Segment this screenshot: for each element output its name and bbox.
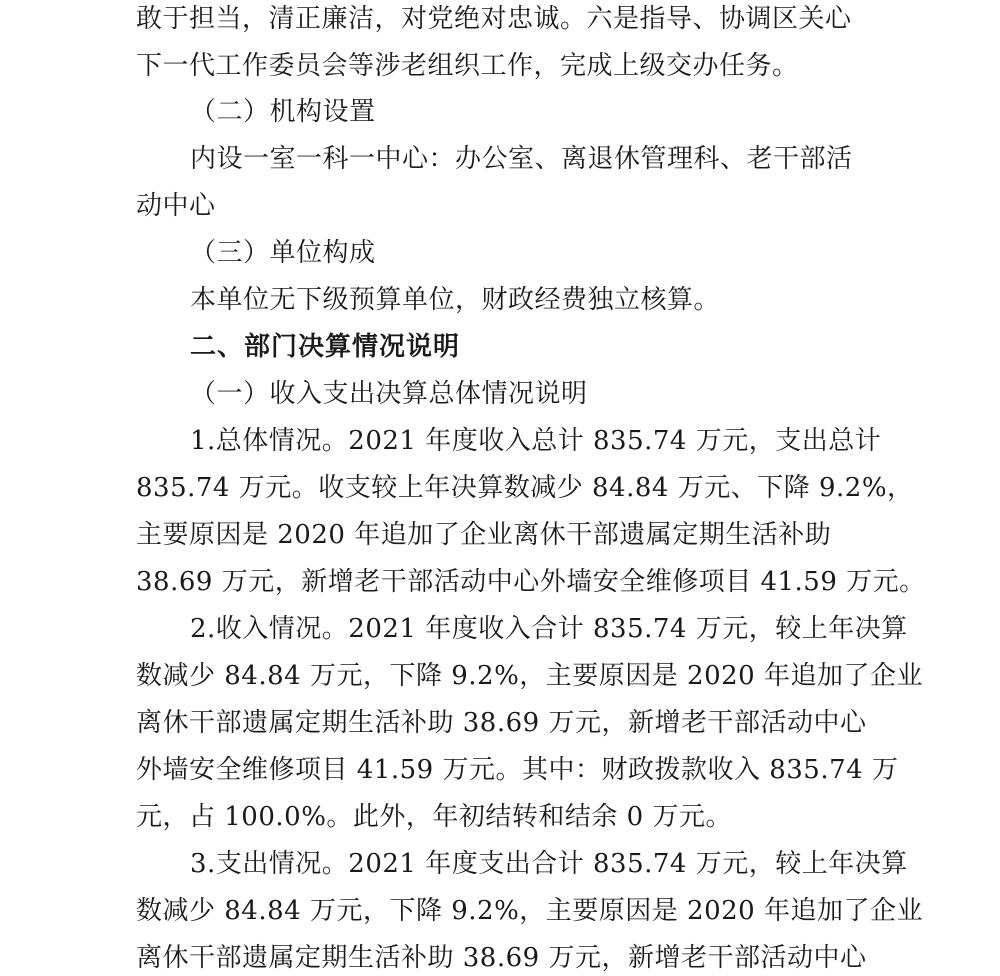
paragraph-line: 动中心	[136, 191, 216, 221]
paragraph-line: 本单位无下级预算单位，财政经费独立核算。	[190, 285, 721, 315]
paragraph-line: 38.69 万元，新增老干部活动中心外墙安全维修项目 41.59 万元。	[136, 567, 926, 597]
paragraph-line: 1.总体情况。2021 年度收入总计 835.74 万元，支出总计	[190, 426, 882, 456]
section-heading: （一）收入支出决算总体情况说明	[190, 379, 588, 409]
chapter-heading: 二、部门决算情况说明	[190, 332, 461, 362]
paragraph-line: 3.支出情况。2021 年度支出合计 835.74 万元，较上年决算	[190, 849, 908, 879]
paragraph-line: 离休干部遗属定期生活补助 38.69 万元，新增老干部活动中心	[136, 708, 867, 738]
section-heading: （二）机构设置	[190, 97, 376, 127]
paragraph-line: 835.74 万元。收支较上年决算数减少 84.84 万元、下降 9.2%，	[136, 473, 914, 503]
paragraph-line: 内设一室一科一中心：办公室、离退休管理科、老干部活	[190, 144, 853, 174]
paragraph-line: 外墙安全维修项目 41.59 万元。其中：财政拨款收入 835.74 万	[136, 755, 899, 785]
paragraph-line: 元，占 100.0%。此外，年初结转和结余 0 万元。	[136, 802, 732, 832]
section-heading: （三）单位构成	[190, 238, 376, 268]
paragraph-line: 2.收入情况。2021 年度收入合计 835.74 万元，较上年决算	[190, 614, 908, 644]
paragraph-line: 数减少 84.84 万元，下降 9.2%，主要原因是 2020 年追加了企业	[136, 661, 923, 691]
paragraph-line: 数减少 84.84 万元，下降 9.2%，主要原因是 2020 年追加了企业	[136, 896, 923, 926]
paragraph-line: 主要原因是 2020 年追加了企业离休干部遗属定期生活补助	[136, 520, 832, 550]
paragraph-line: 敢于担当，清正廉洁，对党绝对忠诚。六是指导、协调区关心	[136, 4, 852, 34]
paragraph-line: 下一代工作委员会等涉老组织工作，完成上级交办任务。	[136, 51, 799, 81]
paragraph-line: 离休干部遗属定期生活补助 38.69 万元，新增老干部活动中心	[136, 943, 867, 973]
